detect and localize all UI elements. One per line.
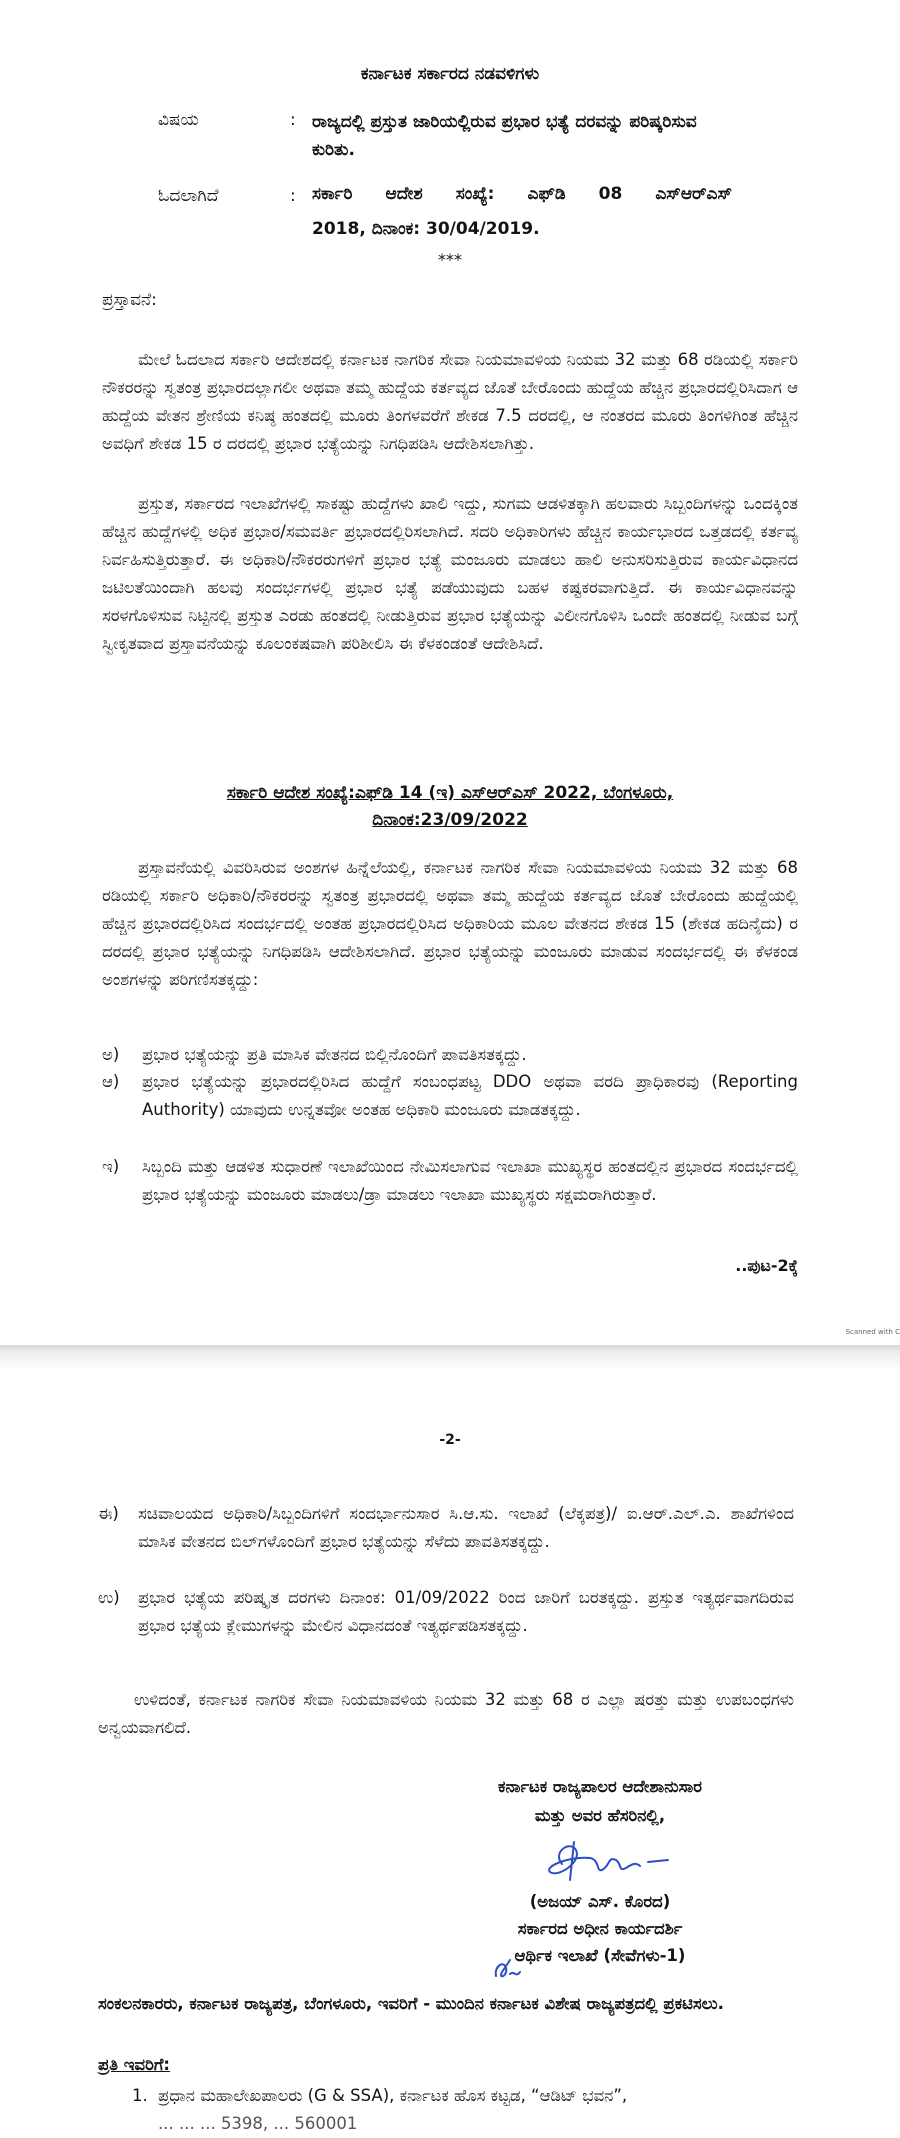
item-text-aa: ಪ್ರಭಾರ ಭತ್ಯೆಯನ್ನು ಪ್ರಭಾರದಲ್ಲಿರಿಸಿದ ಹುದ್ದೆಗೆ ಸಂಬಂಧಪಟ್ಟ DDO ಅಥವಾ ವರದಿ ಪ್ರಾಧಿಕಾರವು (Reporting Authority) ಯಾವುದು ಉನ್ನತವೋ ಅಂತಹ ಅಧಿಕಾರಿ ಮಂಜೂರು ಮಾಡತಕ್ಕದ್ದು. [142,1072,798,1119]
separator-stars: *** [438,250,462,269]
continued-to-page-2: ..ಪುಟ-2ಕ್ಕೆ [735,1256,798,1275]
document-title: ಕರ್ನಾಟಕ ಸರ್ಕಾರದ ನಡವಳಿಗಳು [360,64,540,84]
signatory-name: (ಅಜಯ್ ಎಸ್. ಕೊರದ) [529,1892,671,1911]
page-gap [0,1345,900,1370]
copy-to-item-number: 1. [132,2086,148,2105]
reference-colon: : [290,186,296,206]
signature-image [540,1832,680,1892]
order-paragraph: ಪ್ರಸ್ತಾವನೆಯಲ್ಲಿ ವಿವರಿಸಿರುವ ಅಂಶಗಳ ಹಿನ್ನೆಲೆಯಲ್ಲಿ, ಕರ್ನಾಟಕ ನಾಗರಿಕ ಸೇವಾ ನಿಯಮಾವಳಿಯ ನಿಯಮ 32 ಮತ್ತು 68 ರಡಿಯಲ್ಲಿ ಸರ್ಕಾರಿ ಅಧಿಕಾರಿ/ನೌಕರರನ್ನು ಸ್ವತಂತ್ರ ಪ್ರಭಾರದಲ್ಲಿ ಅಥವಾ ತಮ್ಮ ಹುದ್ದೆಯ ಕರ್ತವ್ಯದ ಜೊತೆ ಬೇರೊಂದು ಹುದ್ದೆಯಲ್ಲಿ ಹೆಚ್ಚಿನ ಪ್ರಭಾರದಲ್ಲಿರಿಸಿದ ಸಂದರ್ಭದಲ್ಲಿ ಅಂತಹ ಪ್ರಭಾರದಲ್ಲಿರಿಸಿದ ಅಧಿಕಾರಿಯ ಮೂಲ ವೇತನದ ಶೇಕಡ 15 (ಶೇಕಡ ಹದಿನೈದು) ರ ದರದಲ್ಲಿ ಪ್ರಭಾರ ಭತ್ಯೆಯನ್ನು ನಿಗಧಿಪಡಿಸಿ ಆದೇಶಿಸಲಾಗಿದೆ. ಪ್ರಭಾರ ಭತ್ಯೆಯನ್ನು ಮಂಜೂರು ಮಾಡುವ ಸಂದರ್ಭದಲ್ಲಿ ಈ ಕೆಳಕಂಡ ಅಂಶಗಳನ್ನು ಪರಿಗಣಿಸತಕ್ಕದ್ದು: [102,858,798,989]
item-text-ii: ಸಚಿವಾಲಯದ ಅಧಿಕಾರಿ/ಸಿಬ್ಬಂದಿಗಳಿಗೆ ಸಂದರ್ಭಾನುಸಾರ ಸಿ.ಆ.ಸು. ಇಲಾಖೆ (ಲೆಕ್ಕಪತ್ರ)/ ಐ.ಆರ್.ಎಲ್.ಎ. ಶಾಖೆಗಳಿಂದ ಮಾಸಿಕ ವೇತನದ ಬಿಲ್‌ಗಳೊಂದಿಗೆ ಪ್ರಭಾರ ಭತ್ಯೆಯನ್ನು ಸೆಳೆದು ಪಾವತಿಸತಕ್ಕದ್ದು. [138,1504,794,1551]
reference-text-line-2: 2018, ದಿನಾಂಕ: 30/04/2019. [312,219,540,239]
preamble-heading: ಪ್ರಸ್ತಾವನೆ: [102,290,157,310]
item-letter-ii: ಈ) [98,1504,119,1523]
signatory-title: ಸರ್ಕಾರದ ಅಧೀನ ಕಾರ್ಯದರ್ಶಿ [517,1919,683,1938]
order-heading-line-1: ಸರ್ಕಾರಿ ಆದೇಶ ಸಂಖ್ಯೆ:ಎಫ್‌ಡಿ 14 (ಇ) ಎಸ್‌ಆರ್‌ಎಸ್ 2022, ಬೆಂಗಳೂರು, [226,783,674,803]
page-number: -2- [439,1432,461,1448]
item-text-a: ಪ್ರಭಾರ ಭತ್ಯೆಯನ್ನು ಪ್ರತಿ ಮಾಸಿಕ ವೇತನದ ಬಿಲ್ಲಿನೊಂದಿಗೆ ಪಾವತಿಸತಕ್ಕದ್ದು. [142,1045,527,1064]
signatory-department: ಆರ್ಥಿಕ ಇಲಾಖೆ (ಸೇವೆಗಳು-1) [514,1946,686,1965]
copy-to-heading: ಪ್ರತಿ ಇವರಿಗೆ: [98,2055,171,2074]
item-letter-i: ಇ) [102,1157,120,1176]
item-text-i: ಸಿಬ್ಬಂದಿ ಮತ್ತು ಆಡಳಿತ ಸುಧಾರಣೆ ಇಲಾಖೆಯಿಂದ ನೇಮಿಸಲಾಗುವ ಇಲಾಖಾ ಮುಖ್ಯಸ್ಥರ ಹಂತದಲ್ಲಿನ ಪ್ರಭಾರದ ಸಂದರ್ಭದಲ್ಲಿ ಪ್ರಭಾರ ಭತ್ಯೆಯನ್ನು ಮಂಜೂರು ಮಾಡಲು/ಡ್ರಾ ಮಾಡಲು ಇಲಾಖಾ ಮುಖ್ಯಸ್ಥರು ಸಕ್ಷಮರಾಗಿರುತ್ತಾರೆ. [142,1157,798,1204]
reference-text-line-1: ಸರ್ಕಾರಿ ಆದೇಶ ಸಂಖ್ಯೆ: ಎಫ್‌ಡಿ 08 ಎಸ್‌ಆರ್‌ಎಸ್ [312,184,732,204]
document-page-2 [0,1370,900,2138]
copy-to-item-1: ಪ್ರಧಾನ ಮಹಾಲೇಖಪಾಲರು (G & SSA), ಕರ್ನಾಟಕ ಹೊಸ ಕಟ್ಟಡ, “ಆಡಿಟ್ ಭವನ”, [158,2086,628,2105]
order-heading-line-2: ದಿನಾಂಕ:23/09/2022 [372,810,528,830]
preamble-paragraph-2: ಪ್ರಸ್ತುತ, ಸರ್ಕಾರದ ಇಲಾಖೆಗಳಲ್ಲಿ ಸಾಕಷ್ಟು ಹುದ್ದೆಗಳು ಖಾಲಿ ಇದ್ದು, ಸುಗಮ ಆಡಳಿತಕ್ಕಾಗಿ ಹಲವಾರು ಸಿಬ್ಬಂದಿಗಳನ್ನು ಒಂದಕ್ಕಿಂತ ಹೆಚ್ಚಿನ ಹುದ್ದೆಗಳಲ್ಲಿ ಅಧಿಕ ಪ್ರಭಾರ/ಸಮವರ್ತಿ ಪ್ರಭಾರದಲ್ಲಿರಿಸಲಾಗಿದೆ. ಸದರಿ ಅಧಿಕಾರಿಗಳು ಹೆಚ್ಚಿನ ಕಾರ್ಯಭಾರದ ಒತ್ತಡದಲ್ಲಿ ಕರ್ತವ್ಯ ನಿರ್ವಹಿಸುತ್ತಿರುತ್ತಾರೆ. ಈ ಅಧಿಕಾರಿ/ನೌಕರರುಗಳಿಗೆ ಪ್ರಭಾರ ಭತ್ಯೆ ಮಂಜೂರು ಮಾಡಲು ಹಾಲಿ ಅನುಸರಿಸುತ್ತಿರುವ ಕಾರ್ಯವಿಧಾನದ ಜಟಿಲತೆಯಿಂದಾಗಿ ಹಲವು ಸಂದರ್ಭಗಳಲ್ಲಿ ಪ್ರಭಾರ ಭತ್ಯೆ ಪಡೆಯುವುದು ಬಹಳ ಕಷ್ಟಕರವಾಗುತ್ತಿದೆ. ಈ ಕಾರ್ಯವಿಧಾನವನ್ನು ಸರಳಗೊಳಿಸುವ ನಿಟ್ಟಿನಲ್ಲಿ ಪ್ರಸ್ತುತ ಎರಡು ಹಂತದಲ್ಲಿ ನೀಡುತ್ತಿರುವ ಪ್ರಭಾರ ಭತ್ಯೆಯನ್ನು ವಿಲೀನಗೊಳಿಸಿ ಒಂದೇ ಹಂತದಲ್ಲಿ ನೀಡುವ ಬಗ್ಗೆ ಸ್ವೀಕೃತವಾದ ಪ್ರಸ್ತಾವನೆಯನ್ನು ಕೂಲಂಕಷವಾಗಿ ಪರಿಶೀಲಿಸಿ ಈ ಕೆಳಕಂಡಂತೆ ಆದೇಶಿಸಿದೆ. [102,494,798,653]
signature-line-2: ಮತ್ತು ಅವರ ಹೆಸರಿನಲ್ಲಿ, [534,1806,666,1825]
scanner-watermark: Scanned with C [845,1328,900,1336]
signature-line-1: ಕರ್ನಾಟಕ ರಾಜ್ಯಪಾಲರ ಆದೇಶಾನುಸಾರ [498,1777,702,1796]
item-text-u: ಪ್ರಭಾರ ಭತ್ಯೆಯ ಪರಿಷ್ಕೃತ ದರಗಳು ದಿನಾಂಕ: 01/09/2022 ರಿಂದ ಜಾರಿಗೆ ಬರತಕ್ಕದ್ದು. ಪ್ರಸ್ತುತ ಇತ್ಯರ್ಥವಾಗದಿರುವ ಪ್ರಭಾರ ಭತ್ಯೆಯ ಕ್ಲೇಮುಗಳನ್ನು ಮೇಲಿನ ವಿಧಾನದಂತೆ ಇತ್ಯರ್ಥಪಡಿಸತಕ್ಕದ್ದು. [138,1588,794,1635]
subject-label: ವಿಷಯ [158,110,199,130]
copy-to-item-1-line-2: ... ... ... 5398, ... 560001 [158,2114,358,2133]
item-letter-u: ಉ) [98,1588,120,1607]
reference-label: ಓದಲಾಗಿದೆ [158,186,219,206]
initials-mark [490,1954,526,1986]
preamble-paragraph-1: ಮೇಲೆ ಓದಲಾದ ಸರ್ಕಾರಿ ಆದೇಶದಲ್ಲಿ ಕರ್ನಾಟಕ ನಾಗರಿಕ ಸೇವಾ ನಿಯಮಾವಳಿಯ ನಿಯಮ 32 ಮತ್ತು 68 ರಡಿಯಲ್ಲಿ ಸರ್ಕಾರಿ ನೌಕರರನ್ನು ಸ್ವತಂತ್ರ ಪ್ರಭಾರದಲ್ಲಾಗಲೀ ಅಥವಾ ತಮ್ಮ ಹುದ್ದೆಯ ಕರ್ತವ್ಯದ ಜೊತೆ ಬೇರೊಂದು ಹುದ್ದೆಯ ಹೆಚ್ಚಿನ ಪ್ರಭಾರದಲ್ಲಿರಿಸಿದಾಗ ಆ ಹುದ್ದೆಯ ವೇತನ ಶ್ರೇಣಿಯ ಕನಿಷ್ಠ ಹಂತದಲ್ಲಿ ಮೂರು ತಿಂಗಳವರೆಗೆ ಶೇಕಡ 7.5 ದರದಲ್ಲಿ, ಆ ನಂತರದ ಮೂರು ತಿಂಗಳಿಗಿಂತ ಹೆಚ್ಚಿನ ಅವಧಿಗೆ ಶೇಕಡ 15 ರ ದರದಲ್ಲಿ ಪ್ರಭಾರ ಭತ್ಯೆಯನ್ನು ನಿಗಧಿಪಡಿಸಿ ಆದೇಶಿಸಲಾಗಿತ್ತು. [102,350,798,453]
closing-paragraph: ಉಳಿದಂತೆ, ಕರ್ನಾಟಕ ನಾಗರಿಕ ಸೇವಾ ನಿಯಮಾವಳಿಯ ನಿಯಮ 32 ಮತ್ತು 68 ರ ಎಲ್ಲಾ ಷರತ್ತು ಮತ್ತು ಉಪಬಂಧಗಳು ಅನ್ವಯವಾಗಲಿದೆ. [98,1690,794,1737]
subject-colon: : [290,110,296,130]
subject-text: ರಾಜ್ಯದಲ್ಲಿ ಪ್ರಸ್ತುತ ಜಾರಿಯಲ್ಲಿರುವ ಪ್ರಭಾರ ಭತ್ಯೆ ದರವನ್ನು ಪರಿಷ್ಕರಿಸುವ ಕುರಿತು. [312,112,697,160]
item-letter-aa: ಆ) [102,1072,120,1091]
item-letter-a: ಅ) [102,1045,120,1064]
publication-note: ಸಂಕಲನಕಾರರು, ಕರ್ನಾಟಕ ರಾಜ್ಯಪತ್ರ, ಬೆಂಗಳೂರು, ಇವರಿಗೆ - ಮುಂದಿನ ಕರ್ನಾಟಕ ವಿಶೇಷ ರಾಜ್ಯಪತ್ರದಲ್ಲಿ ಪ್ರಕಟಿಸಲು. [98,1994,724,2013]
